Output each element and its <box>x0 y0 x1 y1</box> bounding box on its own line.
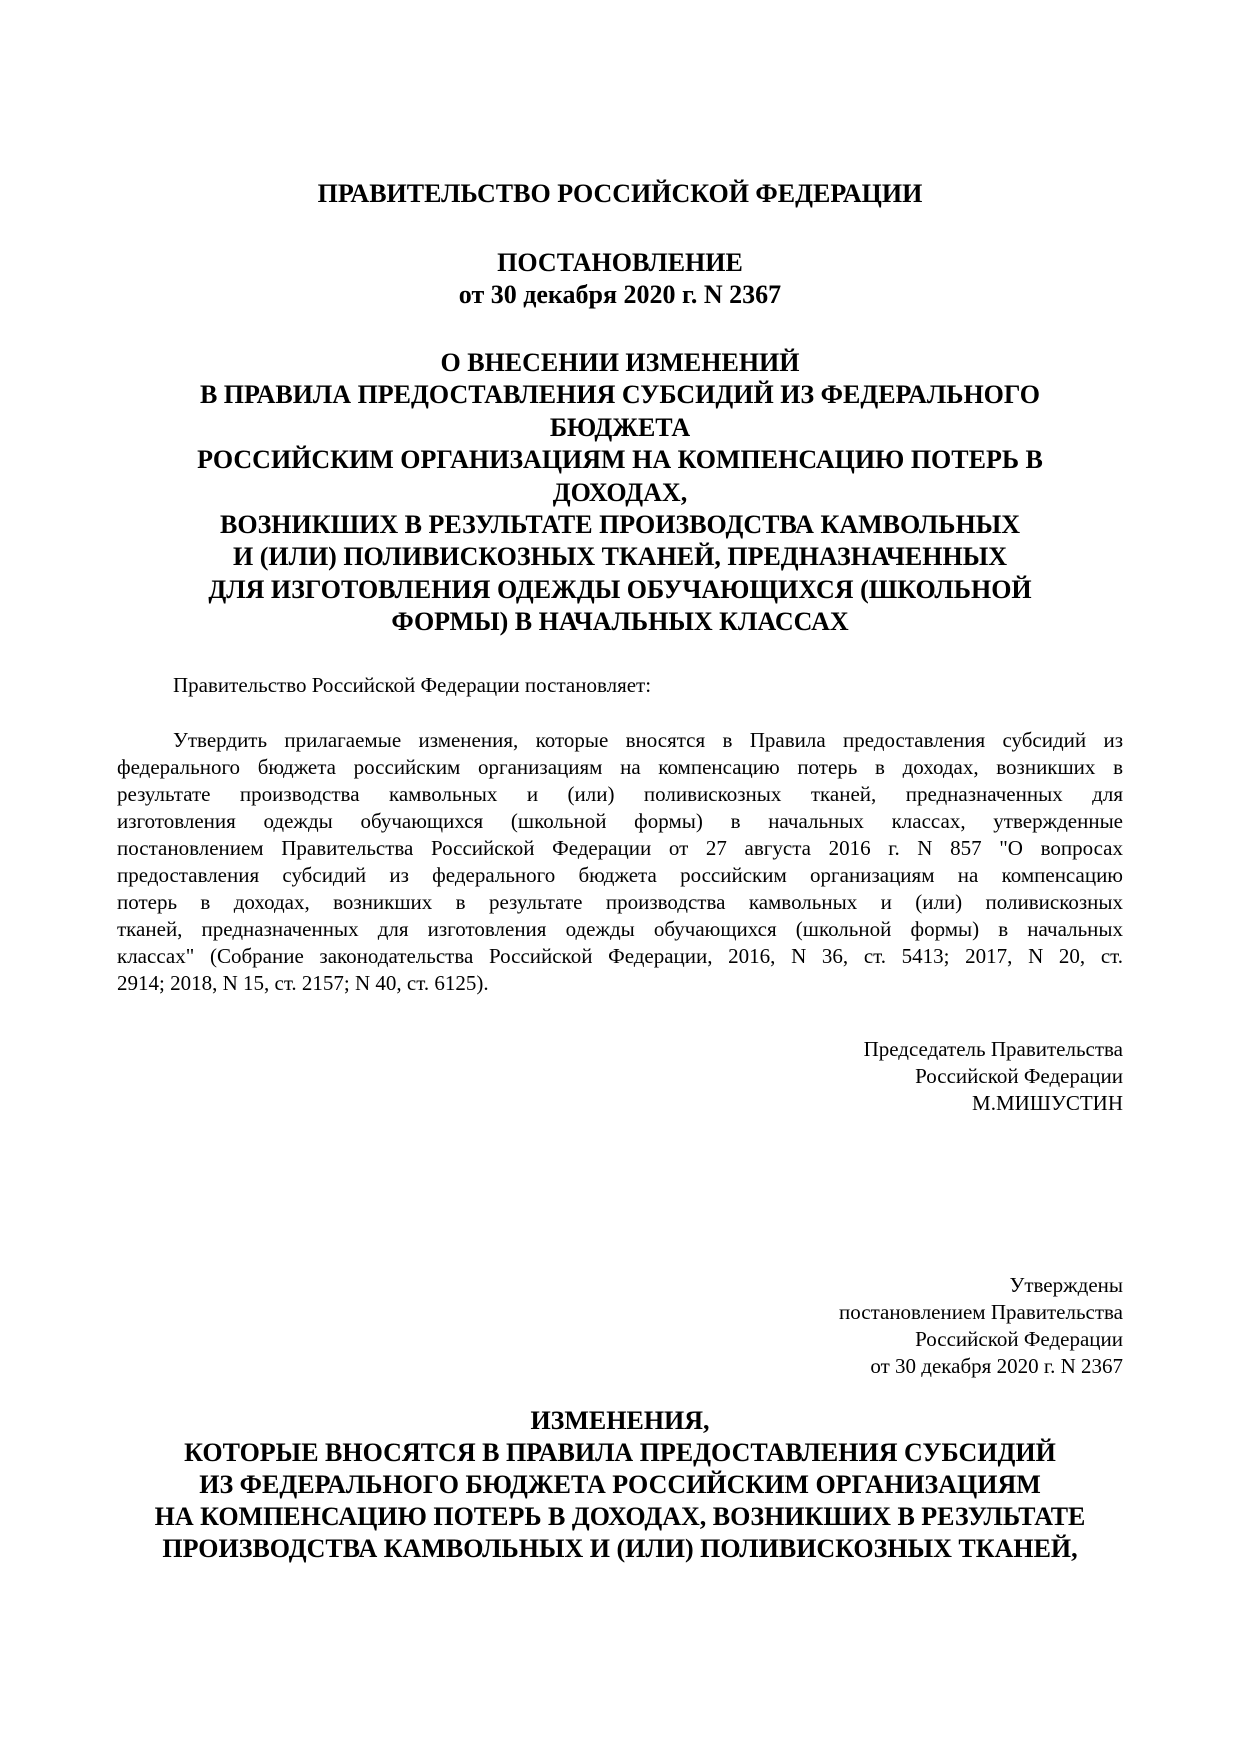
signature-block <box>864 1036 1123 1117</box>
decree-header <box>140 247 1100 311</box>
signer-name: М.МИШУСТИН <box>972 1091 1123 1115</box>
changes-heading-line: ИЗМЕНЕНИЯ, <box>530 1406 710 1435</box>
paragraph-line: классах" (Собрание законодательства Российской Федерации, 2016, N 36, ст. 5413; 2017, N 20, ст. <box>117 944 1123 968</box>
subject-line: БЮДЖЕТА <box>549 412 691 442</box>
subject-line: ВОЗНИКШИХ В РЕЗУЛЬТАТЕ ПРОИЗВОДСТВА КАМВОЛЬНЫХ <box>220 510 1020 540</box>
approval-block <box>839 1272 1123 1380</box>
approval-line: Утверждены <box>1009 1273 1123 1297</box>
decree-date-number: от 30 декабря 2020 г. N 2367 <box>458 280 782 309</box>
paragraph-line: федерального бюджета российским организациям на компенсацию потерь в доходах, возникших в <box>117 755 1123 779</box>
paragraph-line: результате производства камвольных и (или) поливискозных тканей, предназначенных для <box>117 782 1123 806</box>
intro-paragraph: Правительство Российской Федерации постановляет: <box>173 673 652 697</box>
changes-heading-line: КОТОРЫЕ ВНОСЯТСЯ В ПРАВИЛА ПРЕДОСТАВЛЕНИЯ СУБСИДИЙ <box>184 1438 1056 1467</box>
changes-heading-line: НА КОМПЕНСАЦИЮ ПОТЕРЬ В ДОХОДАХ, ВОЗНИКШИХ В РЕЗУЛЬТАТЕ <box>154 1502 1086 1531</box>
government-title <box>140 178 1100 210</box>
decree-type: ПОСТАНОВЛЕНИЕ <box>497 248 743 277</box>
paragraph-line: потерь в доходах, возникших в результате производства камвольных и (или) поливискозных <box>117 890 1123 914</box>
subject-line: РОССИЙСКИМ ОРГАНИЗАЦИЯМ НА КОМПЕНСАЦИЮ ПОТЕРЬ В <box>197 445 1043 475</box>
paragraph-line: тканей, предназначенных для изготовления одежды обучающихся (школьной формы) в начальных <box>117 917 1123 941</box>
signer-organization: Российской Федерации <box>915 1064 1123 1088</box>
subject-line: О ВНЕСЕНИИ ИЗМЕНЕНИЙ <box>440 348 800 377</box>
subject-line: И (ИЛИ) ПОЛИВИСКОЗНЫХ ТКАНЕЙ, ПРЕДНАЗНАЧЕННЫХ <box>232 542 1008 572</box>
decree-subject <box>140 347 1100 639</box>
subject-line: ДЛЯ ИЗГОТОВЛЕНИЯ ОДЕЖДЫ ОБУЧАЮЩИХСЯ (ШКОЛЬНОЙ <box>208 574 1032 604</box>
subject-line: ФОРМЫ) В НАЧАЛЬНЫХ КЛАССАХ <box>391 607 849 637</box>
approval-line: постановлением Правительства <box>838 1300 1123 1324</box>
subject-line: В ПРАВИЛА ПРЕДОСТАВЛЕНИЯ СУБСИДИЙ ИЗ ФЕДЕРАЛЬНОГО <box>199 380 1041 410</box>
paragraph-line: предоставления субсидий из федерального бюджета российским организациям на компенсацию <box>117 863 1123 887</box>
main-paragraph <box>117 727 1123 997</box>
approval-line: Российской Федерации <box>915 1327 1123 1351</box>
paragraph-line: изготовления одежды обучающихся (школьной формы) в начальных классах, утвержденные <box>117 809 1123 833</box>
government-name: ПРАВИТЕЛЬСТВО РОССИЙСКОЙ ФЕДЕРАЦИИ <box>317 179 923 208</box>
signer-title: Председатель Правительства <box>863 1037 1123 1061</box>
changes-heading-line: ИЗ ФЕДЕРАЛЬНОГО БЮДЖЕТА РОССИЙСКИМ ОРГАНИЗАЦИЯМ <box>199 1470 1041 1499</box>
approval-line: от 30 декабря 2020 г. N 2367 <box>870 1354 1123 1378</box>
changes-heading-line: ПРОИЗВОДСТВА КАМВОЛЬНЫХ И (ИЛИ) ПОЛИВИСКОЗНЫХ ТКАНЕЙ, <box>162 1534 1078 1563</box>
paragraph-line: 2914; 2018, N 15, ст. 2157; N 40, ст. 6125). <box>117 971 489 995</box>
changes-heading <box>140 1405 1100 1565</box>
paragraph-line: Утвердить прилагаемые изменения, которые вносятся в Правила предоставления субсидий из <box>173 728 1123 752</box>
subject-line: ДОХОДАХ, <box>552 477 688 507</box>
paragraph-line: постановлением Правительства Российской Федерации от 27 августа 2016 г. N 857 "О вопросах <box>117 836 1123 860</box>
